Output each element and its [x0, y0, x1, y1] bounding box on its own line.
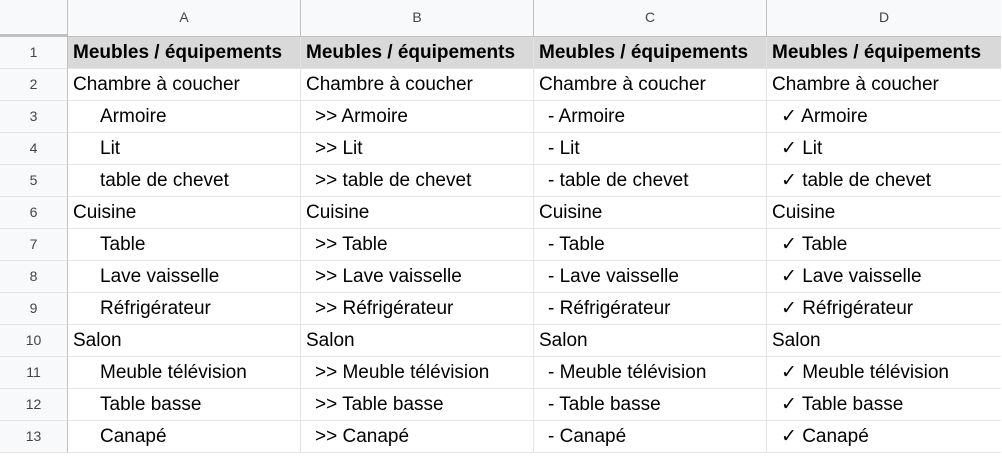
- table-row: [0, 261, 1001, 293]
- column-header-row: [0, 0, 1001, 37]
- cell-c9[interactable]: - Réfrigérateur: [534, 293, 767, 325]
- cell-c6[interactable]: Cuisine: [534, 197, 767, 229]
- cell-a11[interactable]: Meuble télévision: [68, 357, 301, 389]
- cell-b3[interactable]: >> Armoire: [301, 101, 534, 133]
- cell-c11[interactable]: - Meuble télévision: [534, 357, 767, 389]
- row-header[interactable]: 2: [0, 69, 68, 101]
- row-header[interactable]: 8: [0, 261, 68, 293]
- row-header[interactable]: 6: [0, 197, 68, 229]
- cell-c8[interactable]: - Lave vaisselle: [534, 261, 767, 293]
- column-header-a[interactable]: A: [68, 0, 301, 37]
- cell-d7[interactable]: ✓ Table: [767, 229, 1001, 261]
- cell-c13[interactable]: - Canapé: [534, 421, 767, 453]
- cell-d12[interactable]: ✓ Table basse: [767, 389, 1001, 421]
- table-row: [0, 197, 1001, 229]
- table-row: [0, 357, 1001, 389]
- cell-b12[interactable]: >> Table basse: [301, 389, 534, 421]
- row-header[interactable]: 10: [0, 325, 68, 357]
- select-all-corner[interactable]: [0, 0, 68, 37]
- column-header-b[interactable]: B: [301, 0, 534, 37]
- cell-b7[interactable]: >> Table: [301, 229, 534, 261]
- table-row: [0, 293, 1001, 325]
- table-row: [0, 37, 1001, 69]
- column-header-c[interactable]: C: [534, 0, 767, 37]
- cell-b13[interactable]: >> Canapé: [301, 421, 534, 453]
- row-header[interactable]: 9: [0, 293, 68, 325]
- cell-d6[interactable]: Cuisine: [767, 197, 1001, 229]
- table-row: [0, 165, 1001, 197]
- cell-d3[interactable]: ✓ Armoire: [767, 101, 1001, 133]
- cell-c2[interactable]: Chambre à coucher: [534, 69, 767, 101]
- table-row: [0, 69, 1001, 101]
- cell-d13[interactable]: ✓ Canapé: [767, 421, 1001, 453]
- cell-a12[interactable]: Table basse: [68, 389, 301, 421]
- cell-b5[interactable]: >> table de chevet: [301, 165, 534, 197]
- row-header[interactable]: 5: [0, 165, 68, 197]
- cell-b1[interactable]: Meubles / équipements: [301, 37, 534, 69]
- table-row: [0, 325, 1001, 357]
- row-header[interactable]: 4: [0, 133, 68, 165]
- cell-d4[interactable]: ✓ Lit: [767, 133, 1001, 165]
- cell-c1[interactable]: Meubles / équipements: [534, 37, 767, 69]
- row-header[interactable]: 3: [0, 101, 68, 133]
- cell-c5[interactable]: - table de chevet: [534, 165, 767, 197]
- cell-a7[interactable]: Table: [68, 229, 301, 261]
- cell-a9[interactable]: Réfrigérateur: [68, 293, 301, 325]
- cell-a2[interactable]: Chambre à coucher: [68, 69, 301, 101]
- cell-b4[interactable]: >> Lit: [301, 133, 534, 165]
- column-header-d[interactable]: D: [767, 0, 1001, 37]
- table-row: [0, 229, 1001, 261]
- cell-a13[interactable]: Canapé: [68, 421, 301, 453]
- cell-c10[interactable]: Salon: [534, 325, 767, 357]
- row-header[interactable]: 13: [0, 421, 68, 453]
- cell-a3[interactable]: Armoire: [68, 101, 301, 133]
- cell-b9[interactable]: >> Réfrigérateur: [301, 293, 534, 325]
- cell-a8[interactable]: Lave vaisselle: [68, 261, 301, 293]
- cell-b11[interactable]: >> Meuble télévision: [301, 357, 534, 389]
- cell-c12[interactable]: - Table basse: [534, 389, 767, 421]
- cell-d2[interactable]: Chambre à coucher: [767, 69, 1001, 101]
- cell-d5[interactable]: ✓ table de chevet: [767, 165, 1001, 197]
- cell-b6[interactable]: Cuisine: [301, 197, 534, 229]
- cell-c4[interactable]: - Lit: [534, 133, 767, 165]
- cell-a5[interactable]: table de chevet: [68, 165, 301, 197]
- cell-c7[interactable]: - Table: [534, 229, 767, 261]
- cell-d11[interactable]: ✓ Meuble télévision: [767, 357, 1001, 389]
- cell-d9[interactable]: ✓ Réfrigérateur: [767, 293, 1001, 325]
- table-row: [0, 421, 1001, 453]
- table-row: [0, 389, 1001, 421]
- cell-a4[interactable]: Lit: [68, 133, 301, 165]
- cell-c3[interactable]: - Armoire: [534, 101, 767, 133]
- cell-d10[interactable]: Salon: [767, 325, 1001, 357]
- cell-a10[interactable]: Salon: [68, 325, 301, 357]
- cell-a6[interactable]: Cuisine: [68, 197, 301, 229]
- cell-a1[interactable]: Meubles / équipements: [68, 37, 301, 69]
- cell-b10[interactable]: Salon: [301, 325, 534, 357]
- cell-b8[interactable]: >> Lave vaisselle: [301, 261, 534, 293]
- row-header[interactable]: 1: [0, 37, 68, 69]
- table-row: [0, 133, 1001, 165]
- cell-b2[interactable]: Chambre à coucher: [301, 69, 534, 101]
- cell-d8[interactable]: ✓ Lave vaisselle: [767, 261, 1001, 293]
- table-row: [0, 101, 1001, 133]
- cell-d1[interactable]: Meubles / équipements: [767, 37, 1001, 69]
- row-header[interactable]: 12: [0, 389, 68, 421]
- row-header[interactable]: 11: [0, 357, 68, 389]
- row-header[interactable]: 7: [0, 229, 68, 261]
